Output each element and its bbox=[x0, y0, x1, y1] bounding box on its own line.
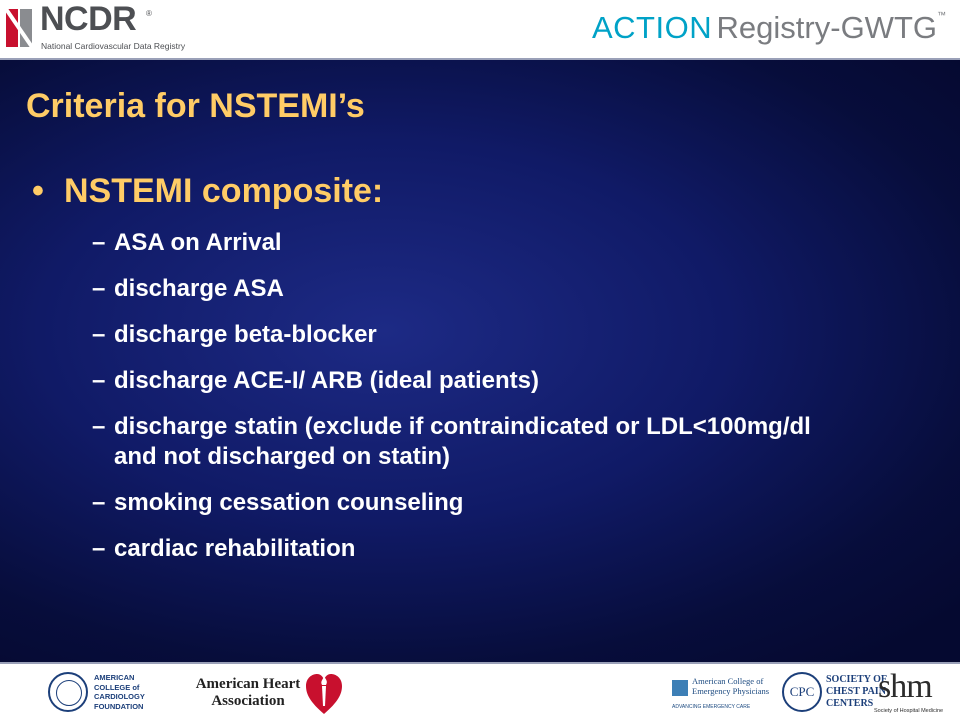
list-item bbox=[92, 320, 814, 350]
aha-logo bbox=[192, 672, 342, 716]
accf-seal-icon bbox=[48, 672, 88, 712]
scpc-name: SOCIETY OF CHEST PAIN CENTERS bbox=[826, 674, 888, 709]
slide-header bbox=[0, 0, 960, 58]
dash-icon: – bbox=[92, 275, 106, 302]
dash-icon: – bbox=[92, 413, 106, 440]
list-item-text: ASA on Arrival bbox=[114, 229, 282, 256]
slide-body bbox=[0, 58, 960, 664]
ncdr-name: NCDR bbox=[40, 0, 137, 38]
shm-logo bbox=[874, 668, 954, 716]
accf-name: AMERICAN COLLEGE of CARDIOLOGY FOUNDATION bbox=[94, 673, 145, 711]
scpc-logo bbox=[782, 672, 888, 716]
list-item bbox=[92, 488, 814, 518]
gwtg-word: -GWTG bbox=[830, 10, 937, 45]
list-item bbox=[92, 366, 814, 396]
list-item-text: discharge beta-blocker bbox=[114, 321, 377, 348]
ncdr-mark-icon bbox=[4, 5, 34, 51]
list-item bbox=[92, 228, 814, 258]
list-item-text: smoking cessation counseling bbox=[114, 489, 464, 516]
sponsor-footer bbox=[0, 664, 960, 720]
accf-logo bbox=[48, 672, 168, 714]
aha-name: American Heart Association bbox=[195, 676, 301, 709]
acep-mark-icon bbox=[672, 680, 688, 696]
list-item-text: discharge statin (exclude if contraindicated or LDL<100mg/dl and not discharged on statin) bbox=[114, 413, 811, 470]
dash-icon: – bbox=[92, 535, 106, 562]
composite-heading bbox=[32, 172, 383, 211]
dash-icon: – bbox=[92, 367, 106, 394]
list-item-text: cardiac rehabilitation bbox=[114, 535, 356, 562]
slide-title: Criteria for NSTEMI’s bbox=[26, 87, 365, 125]
list-item-text: discharge ASA bbox=[114, 275, 284, 302]
list-item bbox=[92, 534, 814, 564]
composite-heading-text: NSTEMI composite: bbox=[64, 172, 384, 210]
list-item-text: discharge ACE-I/ ARB (ideal patients) bbox=[114, 367, 539, 394]
dash-icon: – bbox=[92, 321, 106, 348]
shm-wordmark: shm bbox=[878, 668, 932, 705]
ncdr-logo bbox=[4, 0, 204, 55]
scpc-seal-icon: CPC bbox=[782, 672, 822, 712]
list-item bbox=[92, 412, 814, 472]
ncdr-subtitle: National Cardiovascular Data Registry bbox=[41, 41, 186, 51]
gwtg-trademark: ™ bbox=[937, 10, 946, 20]
acep-logo bbox=[672, 676, 772, 712]
acep-tagline: ADVANCING EMERGENCY CARE bbox=[672, 704, 751, 710]
dash-icon: – bbox=[92, 229, 106, 256]
ncdr-trademark: ® bbox=[146, 9, 152, 18]
registry-word: Registry bbox=[716, 10, 831, 45]
heart-torch-icon bbox=[306, 672, 342, 716]
bullet-icon: • bbox=[32, 172, 44, 210]
list-item bbox=[92, 274, 814, 304]
dash-icon: – bbox=[92, 489, 106, 516]
action-registry-logo bbox=[592, 10, 946, 46]
criteria-list bbox=[92, 228, 814, 580]
action-word: ACTION bbox=[591, 10, 713, 45]
acep-name: American College of Emergency Physicians bbox=[692, 676, 770, 696]
shm-subtitle: Society of Hospital Medicine bbox=[874, 708, 944, 714]
